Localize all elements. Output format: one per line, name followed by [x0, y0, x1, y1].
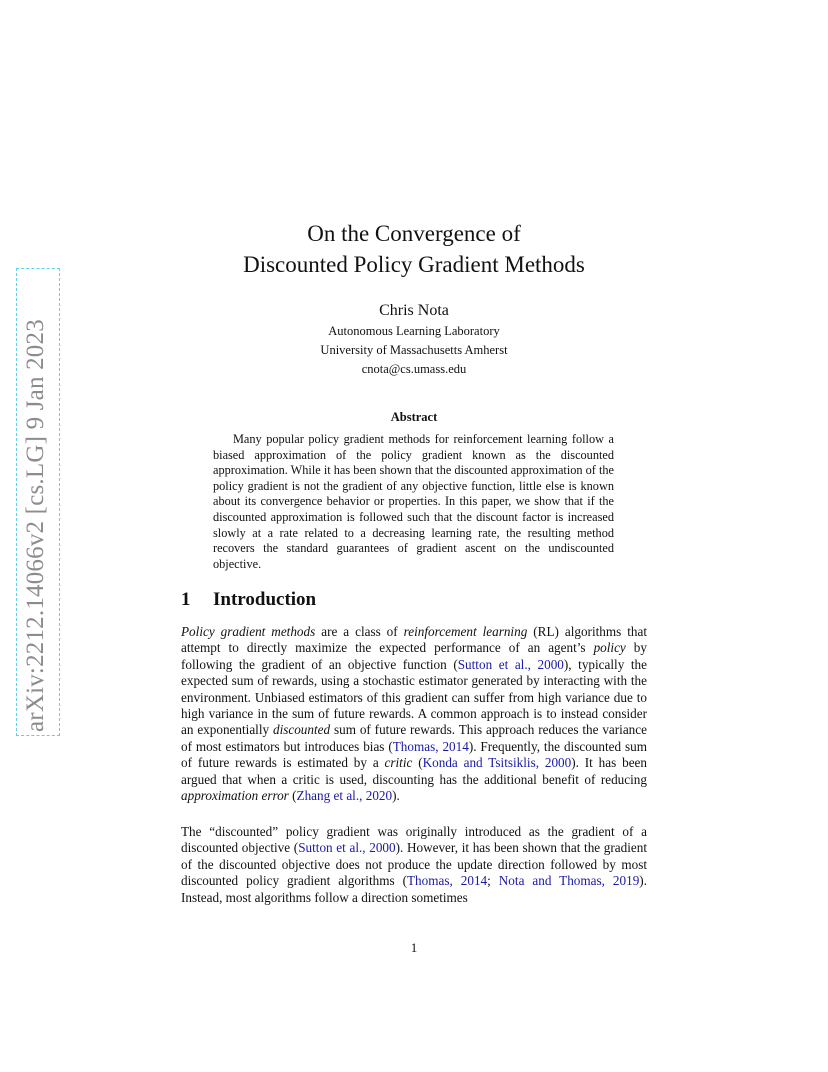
text-em: reinforcement learning: [403, 624, 528, 639]
page-number: 1: [410, 940, 418, 955]
citation-link[interactable]: Nota and Thomas, 2019: [498, 873, 640, 889]
text-run: ;: [487, 873, 499, 889]
citation-link[interactable]: Konda and Tsitsiklis, 2000: [422, 755, 572, 771]
text-run: (: [288, 788, 297, 804]
text-em: policy: [593, 640, 626, 656]
text-em: Policy gradient methods: [181, 624, 316, 639]
citation-link[interactable]: Zhang et al., 2020: [296, 788, 393, 804]
intro-paragraph-2: [181, 824, 647, 906]
section-title: Introduction: [213, 589, 317, 610]
text-run: are a class of: [315, 624, 404, 639]
intro-paragraph-1: [181, 624, 647, 804]
abstract: [213, 432, 614, 572]
text-run: ). Instead, most algorithms follow a direction sometimes: [181, 873, 647, 905]
title-line-2: Discounted Policy Gradient Methods: [243, 252, 585, 277]
paper-title: [0, 218, 828, 280]
citation-link[interactable]: Thomas, 2014: [392, 738, 469, 754]
section-number: 1: [181, 589, 191, 610]
text-run: (RL) algorithms that attempt to directly maximize the expected performance of an agent’s: [181, 624, 647, 656]
text-run: ), typically the expected sum of rewards, using a stochastic estimator generated by interacting with the environment. Unbiased estimators of this gradient can suffer from high variance due to high variance in the sum of future rewards. A common approach is to instead consider an exponentially: [181, 656, 647, 738]
citation-link[interactable]: Thomas, 2014: [407, 873, 488, 889]
citation-link[interactable]: Sutton et al., 2000: [298, 840, 396, 856]
affiliation-lab: Autonomous Learning Laboratory: [328, 324, 500, 338]
text-run: The “discounted” policy gradient was originally introduced as the gradient of a discounted objective (: [181, 824, 647, 856]
abstract-heading: Abstract: [390, 410, 438, 424]
text-run: by following the gradient of an objective function (: [181, 640, 647, 672]
text-run: ). Frequently, the discounted sum of future rewards is estimated by a: [181, 738, 647, 771]
text-run: ).: [392, 788, 400, 804]
text-run: ). However, it has been shown that the gradient of the discounted objective does not produce the update direction followed by most discounted policy gradient algorithms (: [181, 840, 648, 889]
citation-link[interactable]: Sutton et al., 2000: [457, 656, 564, 672]
affiliation-university: University of Massachusetts Amherst: [320, 343, 508, 357]
author-name: Chris Nota: [379, 302, 449, 319]
text-run: sum of future rewards. This approach reduces the variance of most estimators but introduces bias (: [181, 722, 647, 754]
text-run: ). It has been argued that when a critic is used, discounting has the additional benefit of reducing: [181, 755, 647, 787]
section-heading: [181, 589, 316, 611]
author-email[interactable]: cnota@cs.umass.edu: [361, 362, 467, 376]
text-em: approximation error: [181, 788, 289, 804]
title-line-1: On the Convergence of: [307, 221, 521, 246]
arxiv-identifier[interactable]: arXiv:2212.14066v2 [cs.LG] 9 Jan 2023: [22, 319, 49, 732]
text-em: critic: [384, 755, 413, 771]
abstract-text: Many popular policy gradient methods for reinforcement learning follow a biased approximation of the policy gradient known as the discounted approximation. While it has been shown that the discounted approximation of the policy gradient is not the gradient of any objective function, little else is known about its convergence behavior or properties. In this paper, we show that if the discounted approximation is followed such that the discount factor is increased slowly at a rate related to a decreasing learning rate, the resulting method recovers the standard guarantees of gradient ascent on the undiscounted objective.: [213, 432, 614, 571]
text-em: discounted: [272, 722, 331, 738]
text-run: (: [412, 755, 423, 771]
